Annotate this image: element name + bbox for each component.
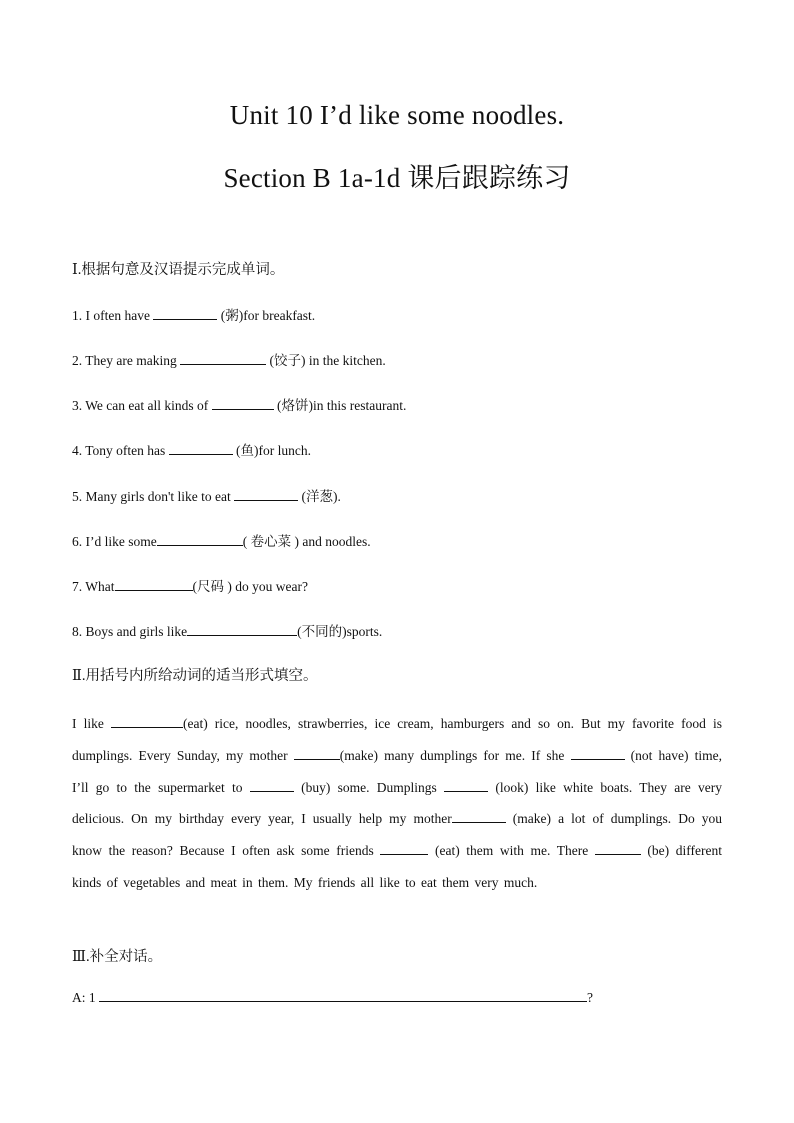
item-text: 2. They are making: [72, 353, 181, 368]
item-hint: (洋葱): [298, 489, 338, 504]
answer-blank[interactable]: [169, 443, 233, 455]
part3-heading: Ⅲ.补全对话。: [72, 949, 163, 965]
answer-blank[interactable]: [452, 811, 506, 823]
part1-item-5: [72, 485, 341, 505]
item-text: 7. What: [72, 579, 115, 594]
item-text: 1. I often have: [72, 308, 154, 323]
item-hint: (不同的): [297, 624, 347, 639]
item-text: sports.: [346, 624, 383, 639]
item-hint: (粥): [217, 308, 244, 323]
dialog-line-1: [72, 990, 593, 1006]
part1-item-7: [72, 575, 308, 595]
answer-blank[interactable]: [250, 780, 294, 792]
answer-blank[interactable]: [294, 748, 340, 760]
item-hint: ( 卷心菜 ): [242, 534, 299, 549]
answer-blank[interactable]: [380, 843, 428, 855]
answer-blank[interactable]: [571, 748, 625, 760]
item-text: for breakfast.: [243, 308, 316, 323]
answer-blank[interactable]: [180, 353, 266, 365]
answer-blank[interactable]: [115, 579, 193, 591]
part1-item-4: [72, 439, 311, 459]
item-text: 4. Tony often has: [72, 443, 169, 458]
item-text: .: [337, 489, 341, 504]
item-hint: (饺子): [266, 353, 306, 368]
item-text: in the kitchen.: [305, 353, 386, 368]
answer-blank[interactable]: [212, 398, 274, 410]
passage-text: (be) different kinds of vegetables and meat in them. My friends all like to eat them very much.: [72, 843, 723, 890]
item-text: and noodles.: [298, 534, 371, 549]
item-text: 8. Boys and girls like: [72, 624, 188, 639]
answer-blank[interactable]: [157, 534, 243, 546]
passage-text: (buy) some. Dumplings: [293, 779, 445, 795]
part1-item-8: [72, 620, 382, 640]
item-hint: (尺码 ): [192, 579, 232, 594]
passage-text: (eat) them with me. There: [428, 843, 595, 859]
answer-blank[interactable]: [111, 716, 183, 728]
part1-item-3: [72, 394, 406, 414]
answer-blank[interactable]: [595, 843, 641, 855]
passage-text: (eat) rice, noodles, strawberries, ice cream, hamburgers and so on. But my favorite food is dumplings. Every Sunday, my mother: [72, 716, 722, 763]
answer-blank[interactable]: [444, 780, 488, 792]
passage-text: I like: [72, 716, 111, 731]
item-hint: (烙饼): [273, 398, 313, 413]
page-subtitle: Section B 1a-1d 课后跟踪练习: [223, 163, 571, 193]
passage-text: (make) a lot of dumplings. Do you know the reason? Because I often ask some friends: [72, 811, 722, 859]
answer-blank[interactable]: [153, 308, 217, 320]
item-text: for lunch.: [258, 443, 312, 458]
part2-heading: Ⅱ.用括号内所给动词的适当形式填空。: [72, 668, 318, 684]
item-text: 6. I’d like some: [72, 534, 157, 549]
item-text: in this restaurant.: [313, 398, 407, 413]
passage-text: (look) like white boats. They are very delicious. On my birthday every year, I usually help my mother: [72, 779, 722, 827]
part1-heading: Ⅰ.根据句意及汉语提示完成单词。: [72, 262, 285, 278]
item-hint: (鱼): [232, 443, 259, 458]
part1-item-2: [72, 349, 386, 369]
item-text: 3. We can eat all kinds of: [72, 398, 212, 413]
item-text: 5. Many girls don't like to eat: [72, 489, 235, 504]
item-text: do you wear?: [231, 579, 308, 594]
part1-item-6: [72, 530, 371, 550]
answer-blank[interactable]: [234, 489, 298, 501]
answer-blank[interactable]: [187, 624, 297, 636]
passage-text: (make) many dumplings for me. If she: [339, 747, 571, 763]
page-title: Unit 10 I’d like some noodles.: [229, 100, 565, 130]
part2-passage: [72, 708, 722, 899]
part1-item-1: [72, 304, 315, 324]
passage-text: (not have) time, I’ll go to the supermarket to: [72, 747, 722, 795]
answer-blank[interactable]: [99, 990, 587, 1002]
dialog-end: ?: [587, 990, 593, 1005]
dialog-label: A: 1: [72, 990, 99, 1005]
